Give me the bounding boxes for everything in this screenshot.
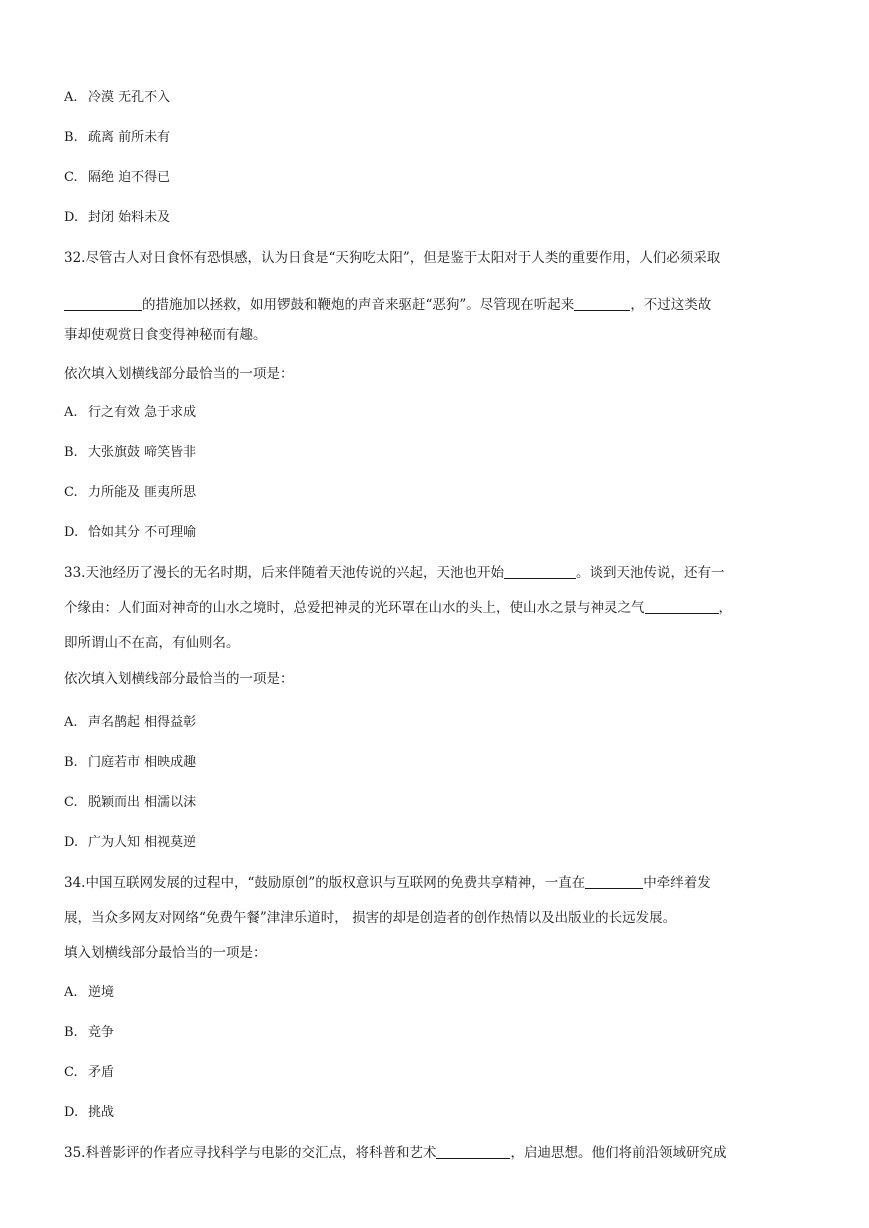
answer-blank bbox=[645, 599, 719, 614]
q31-option-d bbox=[64, 208, 170, 228]
option-letter: C. bbox=[64, 170, 78, 185]
q33-stem-line-1 bbox=[64, 563, 724, 583]
answer-blank bbox=[504, 564, 576, 579]
q33-text-segment: ， bbox=[718, 600, 732, 616]
option-text: 封闭 始料未及 bbox=[88, 210, 171, 225]
q34-stem-line-1 bbox=[64, 873, 711, 893]
option-text: 竞争 bbox=[88, 1025, 115, 1040]
option-text: 广为人知 相视莫逆 bbox=[88, 835, 197, 850]
q33-text-segment: 33.天池经历了漫长的无名时期，后来伴随着天池传说的兴起，天池也开始 bbox=[64, 565, 504, 581]
option-letter: C. bbox=[64, 1065, 78, 1080]
q34-text-segment: 34.中国互联网发展的过程中，“鼓励原创”的版权意识与互联网的免费共享精神，一直在 bbox=[64, 875, 586, 891]
q32-stem-line-2 bbox=[64, 295, 711, 315]
option-text: 挑战 bbox=[88, 1105, 115, 1120]
q33-stem-line-3: 即所谓山不在高，有仙则名。 bbox=[64, 635, 240, 651]
option-text: 恰如其分 不可理喻 bbox=[88, 525, 197, 540]
q34-stem-line-2: 展，当众多网友对网络“免费午餐”津津乐道时， 损害的却是创造者的创作热情以及出版业的长远发展。 bbox=[64, 910, 677, 926]
option-text: 隔绝 迫不得已 bbox=[88, 170, 171, 185]
q33-option-a bbox=[64, 713, 196, 733]
q32-option-a bbox=[64, 403, 196, 423]
q32-stem-line-3: 事却使观赏日食变得神秘而有趣。 bbox=[64, 327, 267, 343]
q34-option-d bbox=[64, 1103, 114, 1123]
q33-prompt: 依次填入划横线部分最恰当的一项是： bbox=[64, 671, 294, 687]
option-text: 门庭若市 相映成趣 bbox=[88, 755, 197, 770]
q31-option-c bbox=[64, 168, 170, 188]
q32-text-segment: 的措施加以拯救，如用锣鼓和鞭炮的声音来驱赶“恶狗”。尽管现在听起来 bbox=[142, 297, 575, 313]
q35-stem-line-1 bbox=[64, 1143, 726, 1163]
q34-option-c bbox=[64, 1063, 114, 1083]
option-text: 冷漠 无孔不入 bbox=[88, 90, 171, 105]
option-letter: A. bbox=[64, 985, 78, 1000]
option-letter: A. bbox=[64, 90, 78, 105]
option-letter: B. bbox=[64, 445, 78, 460]
option-letter: C. bbox=[64, 485, 78, 500]
q32-option-b bbox=[64, 443, 196, 463]
q35-text-segment: 35.科普影评的作者应寻找科学与电影的交汇点，将科普和艺术 bbox=[64, 1145, 437, 1161]
q34-option-a bbox=[64, 983, 114, 1003]
option-text: 声名鹊起 相得益彰 bbox=[88, 715, 197, 730]
q34-text-segment: 中牵绊着发 bbox=[643, 875, 711, 891]
answer-blank bbox=[436, 1144, 510, 1159]
q34-prompt: 填入划横线部分最恰当的一项是： bbox=[64, 945, 267, 961]
option-letter: B. bbox=[64, 755, 78, 770]
option-text: 矛盾 bbox=[88, 1065, 115, 1080]
answer-blank bbox=[585, 874, 643, 889]
q33-option-b bbox=[64, 753, 196, 773]
q31-option-b bbox=[64, 128, 170, 148]
option-text: 疏离 前所未有 bbox=[88, 130, 171, 145]
q33-text-segment: 个缘由：人们面对神奇的山水之境时，总爱把神灵的光环罩在山水的头上，使山水之景与神灵之气 bbox=[64, 600, 645, 616]
option-letter: B. bbox=[64, 1025, 78, 1040]
q32-prompt: 依次填入划横线部分最恰当的一项是： bbox=[64, 366, 294, 382]
option-letter: D. bbox=[64, 835, 79, 850]
q34-option-b bbox=[64, 1023, 114, 1043]
q33-option-d bbox=[64, 833, 196, 853]
option-letter: D. bbox=[64, 210, 79, 225]
q33-option-c bbox=[64, 793, 196, 813]
q33-stem-line-2 bbox=[64, 598, 732, 618]
q35-text-segment: ，启迪思想。他们将前沿领域研究成 bbox=[510, 1145, 727, 1161]
option-letter: D. bbox=[64, 1105, 79, 1120]
q32-stem-line-1: 32.尽管古人对日食怀有恐惧感，认为日食是“天狗吃太阳”，但是鉴于太阳对于人类的重要作用，人们必须采取 bbox=[64, 250, 721, 266]
answer-blank bbox=[64, 296, 142, 311]
option-letter: B. bbox=[64, 130, 78, 145]
option-text: 大张旗鼓 啼笑皆非 bbox=[88, 445, 197, 460]
answer-blank bbox=[574, 296, 630, 311]
option-text: 行之有效 急于求成 bbox=[88, 405, 197, 420]
q32-text-segment: ，不过这类故 bbox=[630, 297, 712, 313]
option-letter: C. bbox=[64, 795, 78, 810]
option-letter: A. bbox=[64, 405, 78, 420]
q32-option-d bbox=[64, 523, 196, 543]
q31-option-a bbox=[64, 88, 170, 108]
q33-text-segment: 。谈到天池传说，还有一 bbox=[575, 565, 725, 581]
option-letter: A. bbox=[64, 715, 78, 730]
option-text: 脱颖而出 相濡以沫 bbox=[88, 795, 197, 810]
option-letter: D. bbox=[64, 525, 79, 540]
option-text: 逆境 bbox=[88, 985, 115, 1000]
option-text: 力所能及 匪夷所思 bbox=[88, 485, 197, 500]
q32-option-c bbox=[64, 483, 196, 503]
